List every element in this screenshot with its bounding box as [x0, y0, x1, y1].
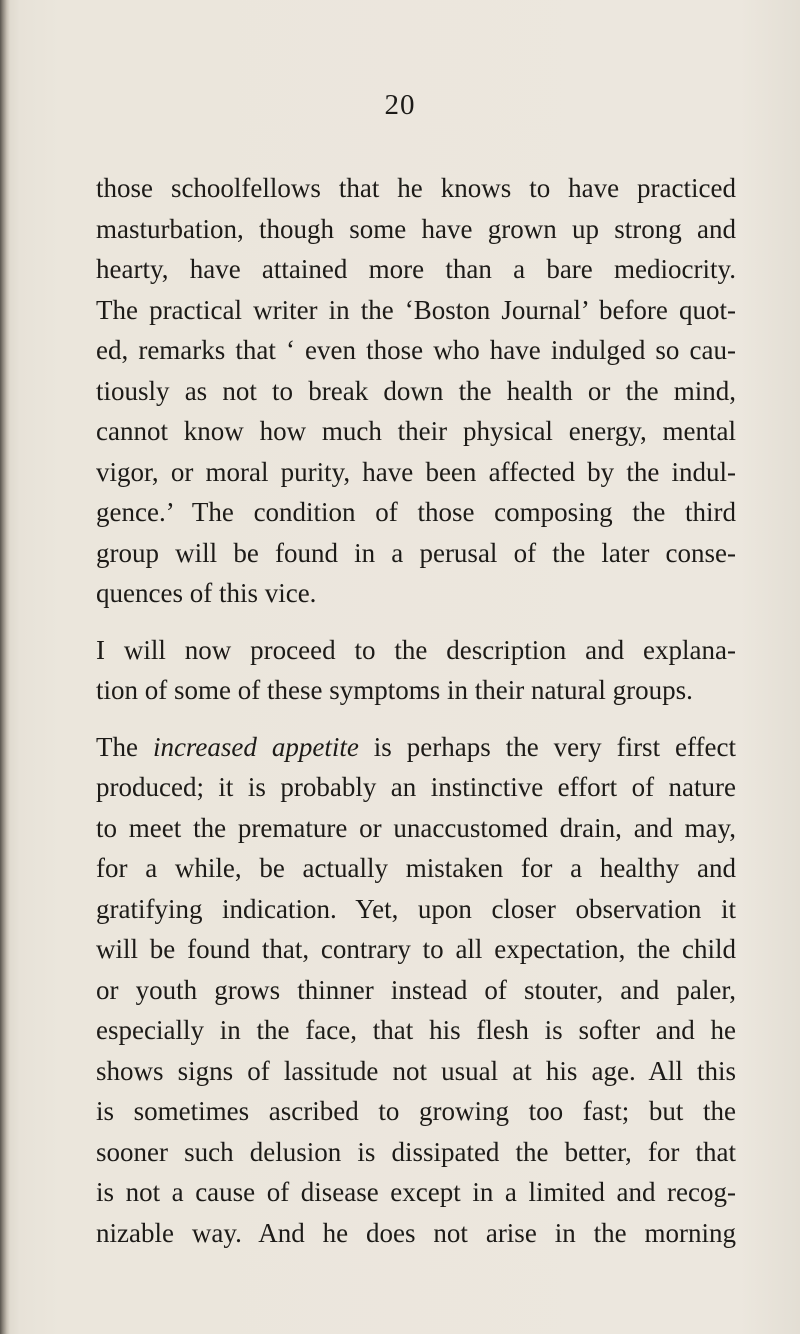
- text-line: ed, remarks that ‘ even those who have indulged so cau-: [96, 335, 736, 365]
- text-line: gence.’ The condition of those composing the third: [96, 497, 736, 527]
- emphasis-text: increased appetite: [152, 731, 359, 762]
- text-line: especially in the face, that his flesh is softer and he: [96, 1015, 736, 1045]
- text-line: quences of this vice.: [96, 578, 317, 608]
- text-line: gratifying indication. Yet, upon closer observation it: [96, 893, 736, 924]
- text-line-with-emphasis: [96, 727, 736, 768]
- text-line: masturbation, though some have grown up strong and: [96, 213, 736, 244]
- text-span: is perhaps the very first effect: [358, 731, 736, 762]
- page-number: 20: [384, 89, 416, 121]
- text-line: produced; it is probably an instinctive effort of nature: [96, 772, 736, 802]
- text-line: tion of some of these symptoms in their natural groups.: [96, 675, 693, 705]
- text-line: or youth grows thinner instead of stouter, and paler,: [96, 974, 736, 1005]
- text-line: The practical writer in the ‘Boston Journal’ before quot-: [96, 294, 736, 325]
- text-line: will be found that, contrary to all expectation, the child: [96, 934, 736, 964]
- text-line: tiously as not to break down the health or the mind,: [96, 375, 736, 406]
- paragraph-2: [96, 630, 736, 711]
- text-line: shows signs of lassitude not usual at his age. All this: [96, 1055, 736, 1086]
- text-span: The: [96, 731, 153, 762]
- text-line: those schoolfellows that he knows to have practiced: [96, 173, 736, 203]
- text-line: to meet the premature or unaccustomed drain, and may,: [96, 812, 736, 843]
- text-line: for a while, be actually mistaken for a healthy and: [96, 853, 736, 883]
- text-line: I will now proceed to the description and explana-: [96, 634, 736, 665]
- text-line: cannot know how much their physical energy, mental: [96, 416, 736, 446]
- text-line: sooner such delusion is dissipated the better, for that: [96, 1136, 736, 1167]
- text-line: nizable way. And he does not arise in the morning: [96, 1217, 736, 1248]
- text-line: group will be found in a perusal of the later conse-: [96, 537, 736, 568]
- paragraph-1: [96, 168, 736, 614]
- text-line: is sometimes ascribed to growing too fast; but the: [96, 1096, 736, 1126]
- paragraph-3: [96, 727, 736, 1254]
- body-text: [96, 168, 736, 1253]
- text-line: hearty, have attained more than a bare mediocrity.: [96, 254, 736, 284]
- text-line: vigor, or moral purity, have been affected by the indul-: [96, 456, 736, 487]
- text-line: is not a cause of disease except in a limited and recog-: [96, 1177, 736, 1207]
- binding-edge: [0, 0, 10, 1334]
